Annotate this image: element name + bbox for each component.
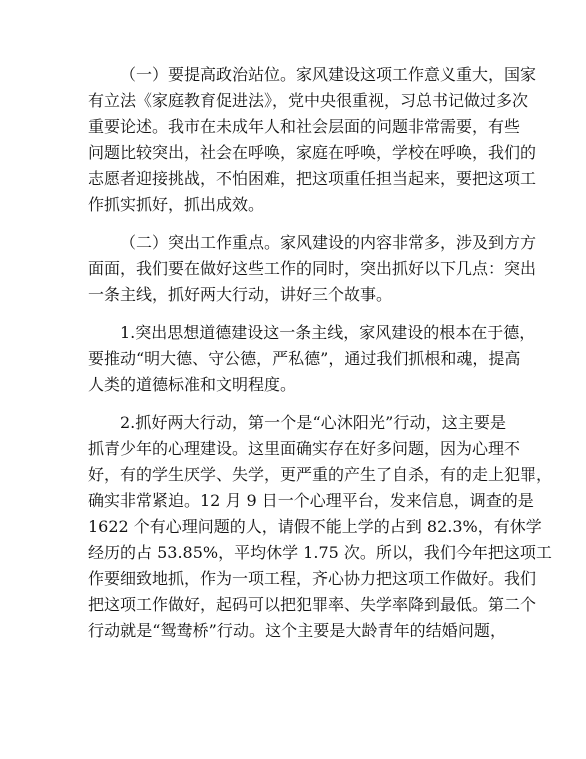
text-line: 面面，我们要在做好这些工作的同时，突出抓好以下几点：突出 xyxy=(88,259,537,278)
text-line: 一条主线，抓好两大行动，讲好三个故事。 xyxy=(88,285,393,304)
text-line: 好，有的学生厌学、失学，更严重的产生了自杀，有的走上犯罪， xyxy=(88,465,553,484)
text-line: 1.突出思想道德建设这一条主线，家风建设的根本在于德， xyxy=(120,323,536,342)
text-line: （一）要提高政治站位。家风建设这项工作意义重大，国家 xyxy=(120,65,537,84)
text-line: 抓青少年的心理建设。这里面确实存在好多问题，因为心理不 xyxy=(88,439,521,458)
text-line: 2.抓好两大行动，第一个是“心沐阳光”行动，这主要是 xyxy=(120,413,506,432)
text-line: 问题比较突出，社会在呼唤，家庭在呼唤，学校在呼唤，我们的 xyxy=(88,143,537,162)
text-line: 1622 个有心理问题的人，请假不能上学的占到 82.3%，有休学 xyxy=(88,517,542,536)
paragraph-political-stance xyxy=(88,62,537,218)
text-line: 经历的占 53.85%，平均休学 1.75 次。所以，我们今年把这项工 xyxy=(88,543,552,562)
document-body xyxy=(88,62,553,656)
paragraph-work-focus xyxy=(88,230,537,308)
text-line: 志愿者迎接挑战，不怕困难，把这项重任担当起来，要把这项工 xyxy=(88,169,537,188)
text-line: 人类的道德标准和文明程度。 xyxy=(88,375,297,394)
paragraph-main-line xyxy=(88,320,536,398)
text-line: 作抓实抓好，抓出成效。 xyxy=(88,195,265,214)
text-line: 有立法《家庭教育促进法》，党中央很重视，习总书记做过多次 xyxy=(88,91,529,110)
text-line: 作要细致地抓，作为一项工程，齐心协力把这项工作做好。我们 xyxy=(88,569,537,588)
text-line: 重要论述。我市在未成年人和社会层面的问题非常需要，有些 xyxy=(88,117,521,136)
text-line: （二）突出工作重点。家风建设的内容非常多，涉及到方方 xyxy=(120,233,537,252)
text-line: 把这项工作做好，起码可以把犯罪率、失学率降到最低。第二个 xyxy=(88,595,537,614)
text-line: 确实非常紧迫。12 月 9 日一个心理平台，发来信息，调查的是 xyxy=(88,491,534,510)
paragraph-two-actions xyxy=(88,410,553,644)
text-line: 行动就是“鸳鸯桥”行动。这个主要是大龄青年的结婚问题， xyxy=(88,621,506,640)
text-line: 要推动“明大德、守公德，严私德”，通过我们抓根和魂，提高 xyxy=(88,349,521,368)
